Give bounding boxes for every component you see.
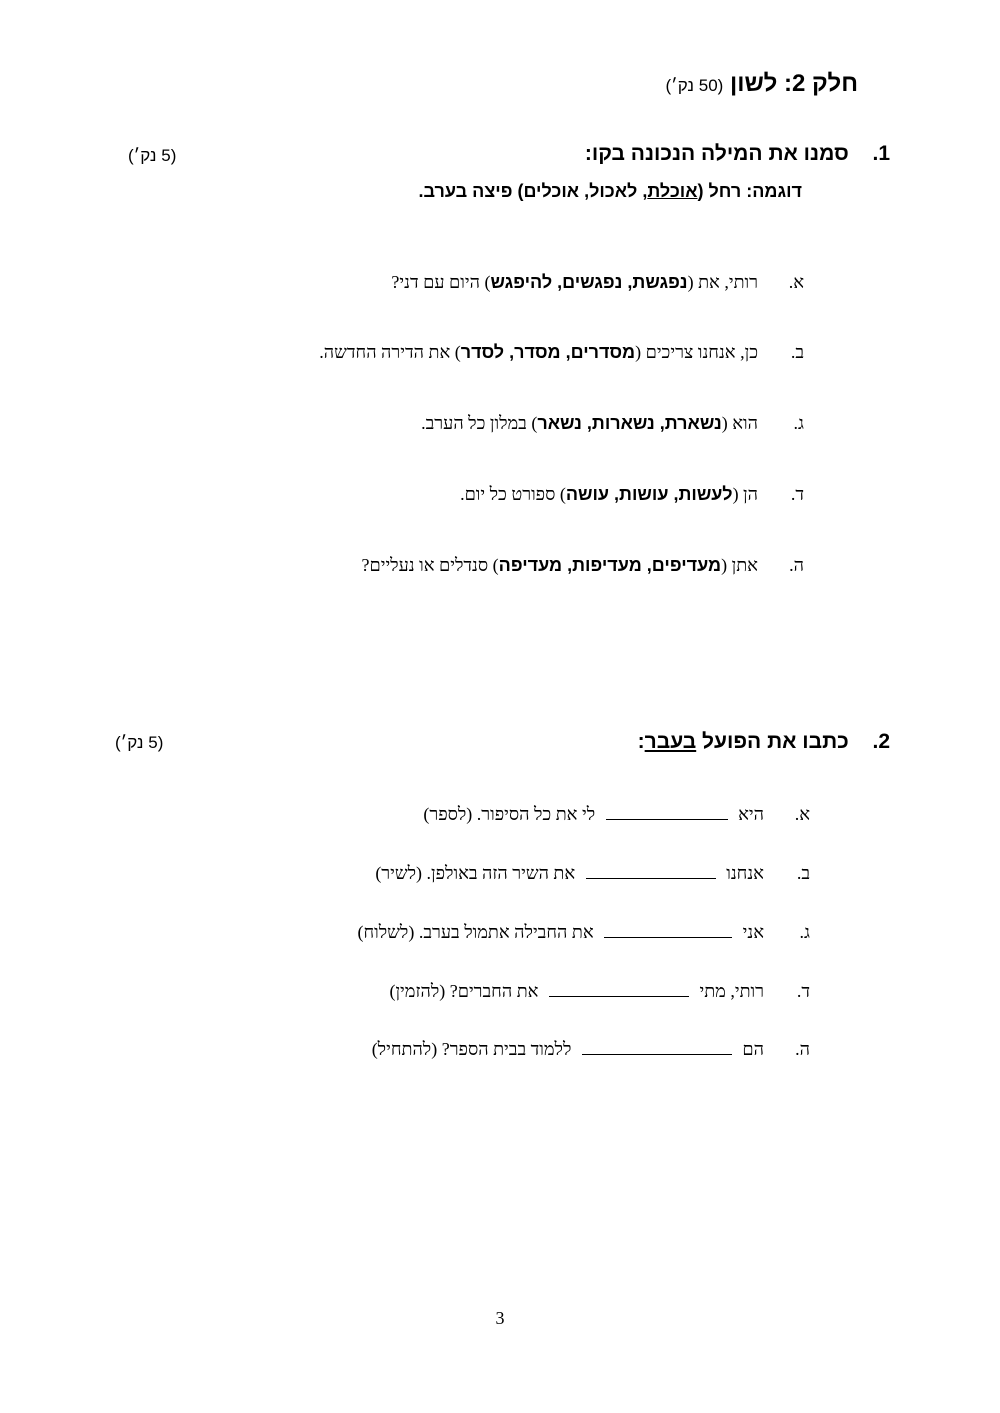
item-post: ) היום עם דני?: [391, 272, 491, 292]
item-post: את השיר הזה באולפן. (לשיר): [375, 863, 576, 883]
item-letter: ג.: [793, 413, 804, 433]
q2-item-5: [372, 1039, 810, 1060]
q1-item-5: [362, 555, 805, 576]
item-pre: הם: [742, 1039, 764, 1059]
q2-item-2: [375, 863, 810, 884]
item-options: לעשות, עושות, עושה: [565, 484, 733, 504]
item-letter: א.: [788, 272, 804, 292]
q1-title: סמנו את המילה הנכונה בקו:: [584, 142, 849, 165]
answer-blank[interactable]: [604, 923, 732, 938]
item-pre: רותי, מתי: [699, 981, 764, 1001]
q2-title-underlined: בעבר: [644, 730, 697, 753]
q1-heading: [585, 142, 890, 166]
q2-item-4: [389, 981, 810, 1002]
example-suffix: , לאכול, אוכלים) פיצה בערב.: [418, 181, 648, 201]
example-prefix: דוגמה: רחל (: [697, 181, 802, 201]
item-letter: ה.: [789, 555, 804, 575]
item-options: נפגשת, נפגשים, להיפגש: [490, 272, 688, 292]
part-points: (50 נק׳): [665, 76, 724, 95]
item-post: את החבילה אתמול בערב. (לשלוח): [357, 922, 594, 942]
item-options: מעדיפים, מעדיפות, מעדיפה: [498, 555, 722, 575]
item-letter: ב.: [790, 342, 804, 362]
q2-points: (5 נק׳): [115, 733, 164, 752]
item-letter: ה.: [795, 1039, 810, 1059]
item-options: מסדרים, מסדר, לסדר: [460, 342, 636, 362]
q1-item-4: [460, 484, 804, 505]
q1-points: (5 נק׳): [128, 146, 177, 165]
item-post: ) סנדלים או נעליים?: [361, 555, 499, 575]
q2-number: 2.: [872, 730, 890, 753]
answer-blank[interactable]: [586, 864, 716, 879]
q1-number: 1.: [872, 142, 890, 165]
item-post: ) ספורט כל יום.: [460, 484, 566, 504]
q1-item-3: [421, 413, 804, 434]
item-post: את החברים? (להזמין): [389, 981, 539, 1001]
item-pre: היא: [738, 804, 764, 824]
item-letter: ד.: [790, 484, 804, 504]
item-pre: רותי, את (: [687, 272, 758, 292]
item-options: נשארת, נשארות, נשאר: [537, 413, 722, 433]
q2-heading: [638, 730, 890, 754]
item-pre: אתן (: [721, 555, 758, 575]
answer-blank[interactable]: [606, 805, 728, 820]
item-post: לי את כל הסיפור. (לספר): [423, 804, 596, 824]
item-pre: הן (: [732, 484, 758, 504]
part-title: [666, 70, 858, 98]
item-letter: ב.: [796, 863, 810, 883]
part-title-text: חלק 2: לשון: [730, 70, 858, 97]
q2-title-pre: כתבו את הפועל: [696, 730, 849, 753]
item-letter: א.: [794, 804, 810, 824]
q2-title-post: :: [637, 730, 645, 753]
q1-item-1: [391, 272, 804, 293]
answer-blank[interactable]: [549, 982, 689, 997]
example-underlined-answer: אוכלת: [647, 181, 698, 201]
item-post: ללמוד בבית הספר? (להתחיל): [371, 1039, 572, 1059]
q2-item-3: [357, 922, 810, 943]
q1-item-2: [319, 342, 804, 363]
answer-blank[interactable]: [582, 1040, 732, 1055]
q1-example: [419, 181, 802, 202]
item-post: ) את הדירה החדשה.: [319, 342, 461, 362]
item-pre: אני: [742, 922, 764, 942]
item-pre: הוא (: [721, 413, 758, 433]
item-pre: אנחנו: [726, 863, 764, 883]
page-number: 3: [495, 1308, 505, 1328]
item-post: ) במלון כל הערב.: [421, 413, 538, 433]
item-letter: ד.: [796, 981, 810, 1001]
item-pre: כן, אנחנו צריכים (: [635, 342, 758, 362]
item-letter: ג.: [799, 922, 810, 942]
q2-item-1: [423, 804, 810, 825]
